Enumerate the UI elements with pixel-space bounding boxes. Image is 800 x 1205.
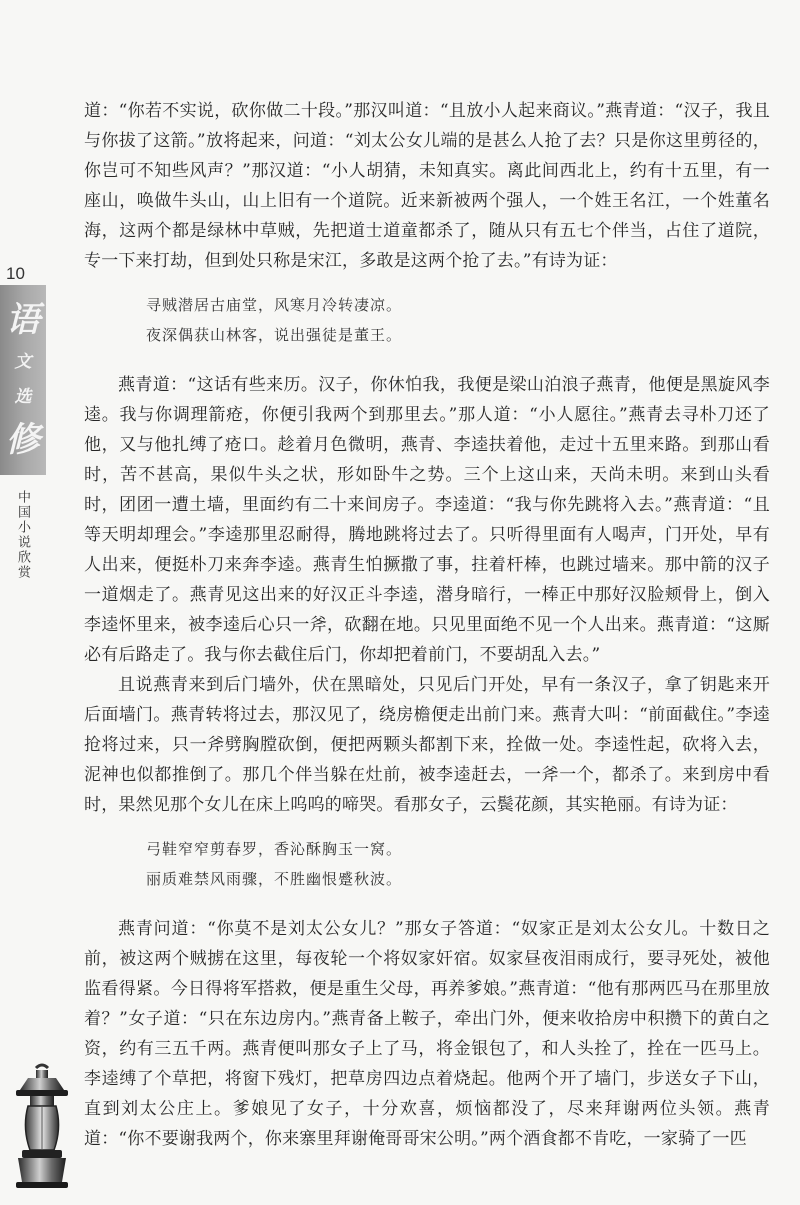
paragraph-4: 燕青问道：“你莫不是刘太公女儿？”那女子答道：“奴家正是刘太公女儿。十数日之前，被这两个贼掳在这里，每夜轮一个将奴家奸宿。奴家昼夜泪雨成行，要寻死处，被他监看得紧。今日得将军搭救，便是重生父母，再养爹娘。”燕青道：“他有那两匹马在那里放着？”女子道：“只在东边房内。”燕青备上鞍子，牵出门外，便来收拾房中积攒下的黄白之资，约有三五千两。燕青便叫那女子上了马，将金银包了，和人头拴了，拴在一匹马上。李逵缚了个草把，将窗下残灯，把草房四边点着烧起。他两个开了墙门，步送女子下山，直到刘太公庄上。爹娘见了女子，十分欢喜，烦恼都没了，尽来拜谢两位头领。燕青道：“你不要谢我两个，你来寨里拜谢俺哥哥宋公明。”两个酒食都不肯吃，一家骑了一匹 xyxy=(84,919,770,1149)
lantern-icon xyxy=(6,1062,78,1192)
book-title-caption: 中国小说欣赏 xyxy=(15,490,30,580)
text-body xyxy=(84,96,770,1154)
poem-line: 弓鞋窄窄剪春罗，香沁酥胸玉一窝。 xyxy=(146,840,403,858)
poem-line: 寻贼潜居古庙堂，风寒月冷转凄凉。 xyxy=(146,296,403,314)
poem-2 xyxy=(146,834,770,894)
poem-line: 夜深偶获山林客，说出强徒是董王。 xyxy=(146,326,403,344)
section-tab-char-1: 语 xyxy=(6,299,40,340)
paragraph-2: 燕青道：“这话有些来历。汉子，你休怕我，我便是梁山泊浪子燕青，他便是黑旋风李逵。我与你调理箭疮，你便引我两个到那里去。”那人道：“小人愿往。”燕青去寻朴刀还了他，又与他扎缚了疮口。趁着月色微明，燕青、李逵扶着他，走过十五里来路。到那山看时，苦不甚高，果似牛头之状，形如卧牛之势。三个上这山来，天尚未明。来到山头看时，团团一遭土墙，里面约有二十来间房子。李逵道：“我与你先跳将入去。”燕青道：“且等天明却理会。”李逵那里忍耐得，腾地跳将过去了。只听得里面有人喝声，门开处，早有人出来，便挺朴刀来奔李逵。燕青生怕撅撒了事，拄着杆棒，也跳过墙来。那中箭的汉子一道烟走了。燕青见这出来的好汉正斗李逵，潜身暗行，一棒正中那好汉脸颊骨上，倒入李逵怀里来，被李逵后心只一斧，砍翻在地。只见里面绝不见一个人出来。燕青道：“这厮必有后路走了。我与你去截住后门，你却把着前门，不要胡乱入去。” xyxy=(84,375,770,665)
section-tab-char-3: 选 xyxy=(14,386,32,407)
section-tab xyxy=(0,285,46,475)
section-tab-char-4: 修 xyxy=(6,420,40,461)
page-number: 10 xyxy=(6,264,25,283)
section-tab-char-2: 文 xyxy=(14,352,32,373)
poem-line: 丽质难禁风雨骤，不胜幽恨蹙秋波。 xyxy=(146,870,403,888)
paragraph-1: 道：“你若不实说，砍你做二十段。”那汉叫道：“且放小人起来商议。”燕青道：“汉子，我且与你拔了这箭。”放将起来，问道：“刘太公女儿端的是甚么人抢了去？只是你这里剪径的，你岂可不知些风声？”那汉道：“小人胡猜，未知真实。离此间西北上，约有十五里，有一座山，唤做牛头山，山上旧有一个道院。近来新被两个强人，一个姓王名江，一个姓董名海，这两个都是绿林中草贼，先把道士道童都杀了，随从只有五七个伴当，占住了道院，专一下来打劫，但到处只称是宋江，多敢是这两个抢了去。”有诗为证： xyxy=(84,101,770,271)
poem-1 xyxy=(146,290,770,350)
paragraph-3: 且说燕青来到后门墙外，伏在黑暗处，只见后门开处，早有一条汉子，拿了钥匙来开后面墙门。燕青转将过去，那汉见了，绕房檐便走出前门来。燕青大叫：“前面截住。”李逵抢将过来，只一斧劈胸膛砍倒，便把两颗头都割下来，拴做一处。李逵性起，砍将入去，泥神也似都推倒了。那几个伴当躲在灶前，被李逵赶去，一斧一个，都杀了。来到房中看时，果然见那个女儿在床上呜呜的啼哭。看那女子，云鬓花颜，其实艳丽。有诗为证： xyxy=(84,675,770,815)
